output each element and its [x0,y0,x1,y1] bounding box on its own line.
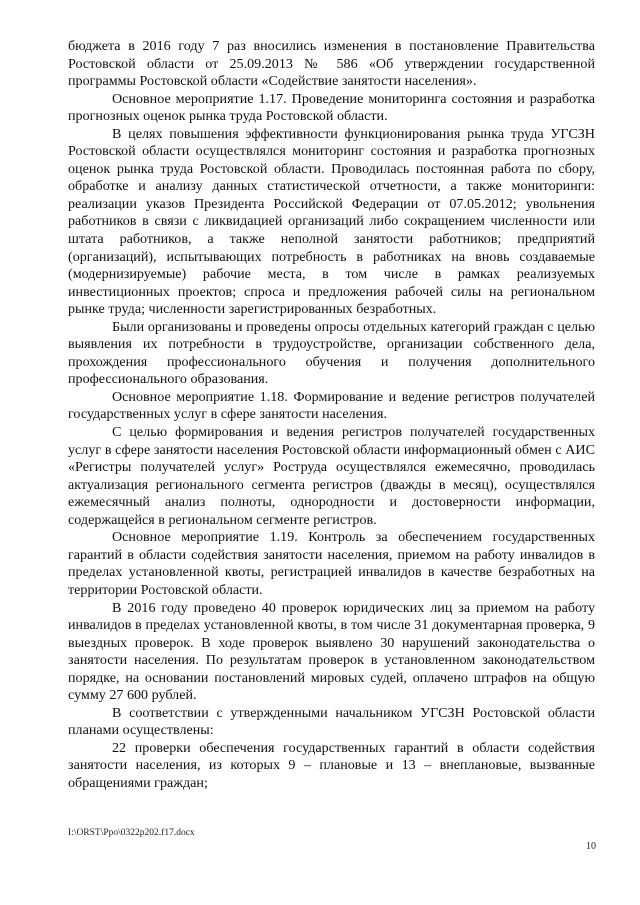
paragraph-budget-changes: бюджета в 2016 году 7 раз вносились изменения в постановление Правительства Ростовской области от 25.09.2013 № 586 «Об утверждении государственной программы Ростовской области «Содействие занятости населения». [68,38,595,90]
footer-file-path: I:\ORST\Ppo\0322p202.f17.docx [68,828,195,838]
paragraph-inspections-2016: В 2016 году проведено 40 проверок юридических лиц за приемом на работу инвалидов в пределах установленной квоты, в том числе 31 документарная проверка, 9 выездных проверок. В ходе проверок выявлено 30 нарушений законодательства о занятости населения. По результатам проверок в установленном законодательством порядке, на основании постановлений мировых судей, оплачено штрафов на общую сумму 27 600 рублей. [68,599,595,704]
paragraph-measure-1-17: Основное мероприятие 1.17. Проведение мониторинга состояния и разработка прогнозных оценок рынка труда Ростовской области. [68,90,595,125]
paragraph-monitoring: В целях повышения эффективности функционирования рынка труда УГСЗН Ростовской области осуществлялся мониторинг состояния и разработка прогнозных оценок рынка труда Ростовской области. Проводилась постоянная работа по сбору, обработке и анализу данных статистической отчетности, а также мониторинги: реализации указов Президента Российской Федерации от 07.05.2012; увольнения работников в связи с ликвидацией организаций либо сокращением численности или штата работников, а также неполной занятости работников; предприятий (организаций), испытывающих потребность в работниках на вновь создаваемые (модернизируемые) рабочие места, в том числе в рамках реализуемых инвестиционных проектов; спроса и предложения рабочей силы на региональном рынке труда; численности зарегистрированных безработных. [68,125,595,318]
paragraph-plans: В соответствии с утвержденными начальником УГСЗН Ростовской области планами осуществлены: [68,704,595,739]
paragraph-measure-1-19: Основное мероприятие 1.19. Контроль за обеспечением государственных гарантий в области содействия занятости населения, приемом на работу инвалидов в пределах установленной квоты, регистрацией инвалидов в качестве безработных на территории Ростовской области. [68,529,595,598]
paragraph-22-inspections: 22 проверки обеспечения государственных гарантий в области содействия занятости населения, из которых 9 – плановые и 13 – внеплановые, вызванные обращениями граждан; [68,739,595,791]
page-number: 10 [586,841,596,852]
paragraph-measure-1-18: Основное мероприятие 1.18. Формирование и ведение регистров получателей государственных услуг в сфере занятости населения. [68,388,595,423]
document-body [68,38,595,793]
paragraph-registers: С целью формирования и ведения регистров получателей государственных услуг в сфере занятости населения Ростовской области информационный обмен с АИС «Регистры получателей услуг» Роструда осуществлялся ежемесячно, проводилась актуализация регионального сегмента регистров (дважды в месяц), осуществлялся ежемесячный анализ полноты, однородности и достоверности информации, содержащейся в региональном сегменте регистров. [68,424,595,528]
paragraph-surveys: Были организованы и проведены опросы отдельных категорий граждан с целью выявления их потребности в трудоустройстве, организации собственного дела, прохождения профессионального обучения и получения дополнительного профессионального образования. [68,318,595,388]
